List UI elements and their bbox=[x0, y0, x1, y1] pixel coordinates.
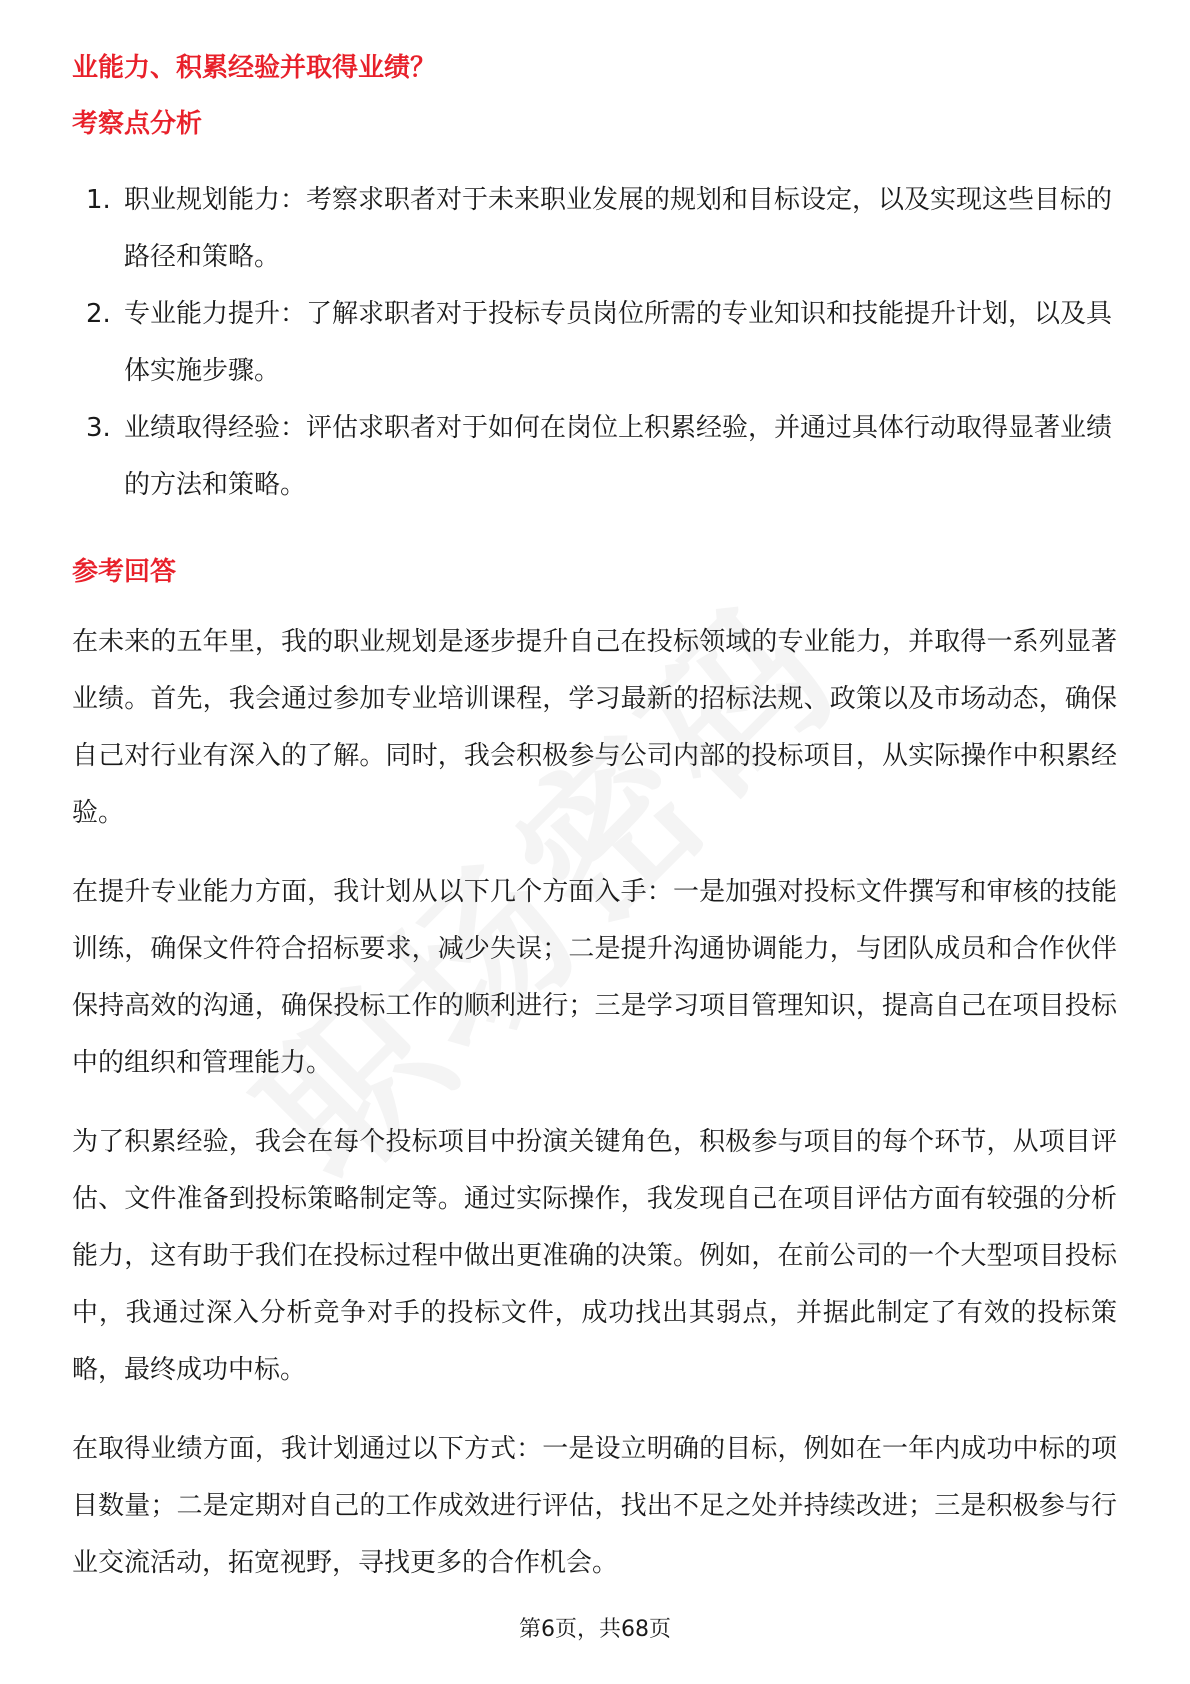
answer-paragraph: 在未来的五年里，我的职业规划是逐步提升自己在投标领域的专业能力，并取得一系列显著业绩。首先，我会通过参加专业培训课程，学习最新的招标法规、政策以及市场动态，确保自己对行业有深入的了解。同时，我会积极参与公司内部的投标项目，从实际操作中积累经验。 bbox=[72, 627, 1117, 828]
page-number-footer: 第6页，共68页 bbox=[519, 1617, 671, 1642]
analysis-item-text: 职业规划能力：考察求职者对于未来职业发展的规划和目标设定，以及实现这些目标的路径和策略。 bbox=[124, 185, 1113, 272]
analysis-item-text: 专业能力提升：了解求职者对于投标专员岗位所需的专业知识和技能提升计划，以及具体实施步骤。 bbox=[124, 299, 1113, 386]
question-tail-heading: 业能力、积累经验并取得业绩？ bbox=[72, 53, 437, 83]
analysis-item bbox=[72, 286, 1117, 400]
analysis-heading: 考察点分析 bbox=[72, 109, 203, 139]
answer-heading: 参考回答 bbox=[72, 557, 177, 587]
analysis-item bbox=[72, 400, 1117, 514]
list-number: 3. bbox=[86, 413, 111, 443]
page-content bbox=[72, 48, 1117, 1592]
list-number: 1. bbox=[86, 185, 111, 215]
answer-paragraph: 为了积累经验，我会在每个投标项目中扮演关键角色，积极参与项目的每个环节，从项目评估、文件准备到投标策略制定等。通过实际操作，我发现自己在项目评估方面有较强的分析能力，这有助于我们在投标过程中做出更准确的决策。例如，在前公司的一个大型项目投标中，我通过深入分析竞争对手的投标文件，成功找出其弱点，并据此制定了有效的投标策略，最终成功中标。 bbox=[72, 1127, 1117, 1385]
answer-paragraph: 在提升专业能力方面，我计划从以下几个方面入手：一是加强对投标文件撰写和审核的技能训练，确保文件符合招标要求，减少失误；二是提升沟通协调能力，与团队成员和合作伙伴保持高效的沟通，确保投标工作的顺利进行；三是学习项目管理知识，提高自己在项目投标中的组织和管理能力。 bbox=[72, 877, 1117, 1078]
answer-paragraph: 在取得业绩方面，我计划通过以下方式：一是设立明确的目标，例如在一年内成功中标的项目数量；二是定期对自己的工作成效进行评估，找出不足之处并持续改进；三是积极参与行业交流活动，拓宽视野，寻找更多的合作机会。 bbox=[72, 1434, 1117, 1578]
analysis-item-text: 业绩取得经验：评估求职者对于如何在岗位上积累经验，并通过具体行动取得显著业绩的方法和策略。 bbox=[124, 413, 1113, 500]
analysis-item bbox=[72, 172, 1117, 286]
list-number: 2. bbox=[86, 299, 111, 329]
analysis-list bbox=[72, 172, 1117, 514]
